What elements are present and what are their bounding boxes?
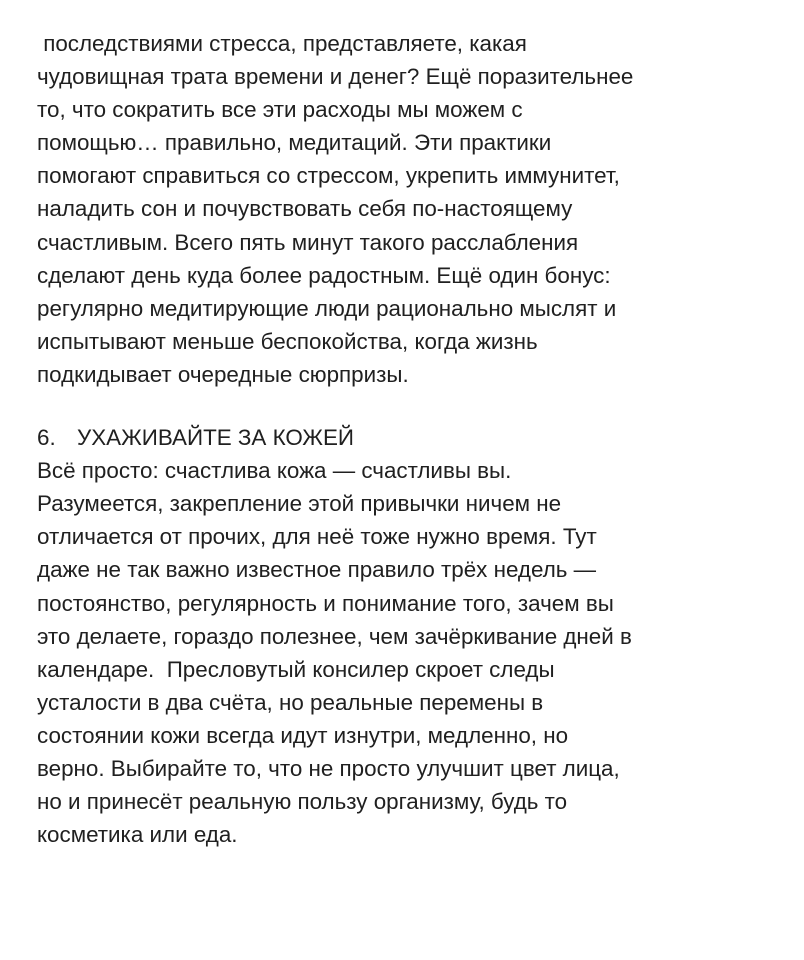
section-heading xyxy=(37,421,777,454)
article-body xyxy=(37,27,777,851)
text-line: но и принесёт реальную пользу организму, будь то xyxy=(37,789,568,815)
section-title: УХАЖИВАЙТЕ ЗА КОЖЕЙ xyxy=(77,425,355,451)
text-line: последствиями стресса, представляете, какая xyxy=(37,31,527,56)
text-line: регулярно медитирующие люди рационально мыслят и xyxy=(37,295,617,321)
text-line: наладить сон и почувствовать себя по-настоящему xyxy=(37,196,573,222)
text-line: чудовищная трата времени и денег? Ещё поразительнее xyxy=(37,64,634,90)
text-line: Разумеется, закрепление этой привычки ничем не xyxy=(37,491,562,517)
text-line: сделают день куда более радостным. Ещё один бонус: xyxy=(37,262,611,288)
section-number: 6. xyxy=(37,425,56,451)
text-line: Всё просто: счастлива кожа — счастливы вы. xyxy=(37,458,512,484)
paragraph-stress-meditation xyxy=(37,27,777,391)
text-line: состоянии кожи всегда идут изнутри, медленно, но xyxy=(37,722,569,748)
text-line: испытывают меньше беспокойства, когда жизнь xyxy=(37,328,538,354)
text-line: это делаете, гораздо полезнее, чем зачёркивание дней в xyxy=(37,623,632,649)
text-line: помощью… правильно, медитаций. Эти практики xyxy=(37,130,552,156)
text-line: отличается от прочих, для неё тоже нужно время. Тут xyxy=(37,524,597,550)
text-line: счастливым. Всего пять минут такого расслабления xyxy=(37,229,579,255)
text-line: косметика или еда. xyxy=(37,822,238,848)
text-line: постоянство, регулярность и понимание того, зачем вы xyxy=(37,590,614,616)
text-line: подкидывает очередные сюрпризы. xyxy=(37,361,409,387)
text-line: помогают справиться со стрессом, укрепить иммунитет, xyxy=(37,163,620,189)
paragraph-spacer xyxy=(37,391,777,421)
text-line: верно. Выбирайте то, что не просто улучшит цвет лица, xyxy=(37,755,620,781)
text-line: усталости в два счёта, но реальные перемены в xyxy=(37,689,544,715)
text-line: календаре. Пресловутый консилер скроет следы xyxy=(37,656,555,682)
text-line: то, что сократить все эти расходы мы можем с xyxy=(37,97,523,123)
section-skin-care xyxy=(37,421,777,851)
text-line: даже не так важно известное правило трёх недель — xyxy=(37,557,597,583)
